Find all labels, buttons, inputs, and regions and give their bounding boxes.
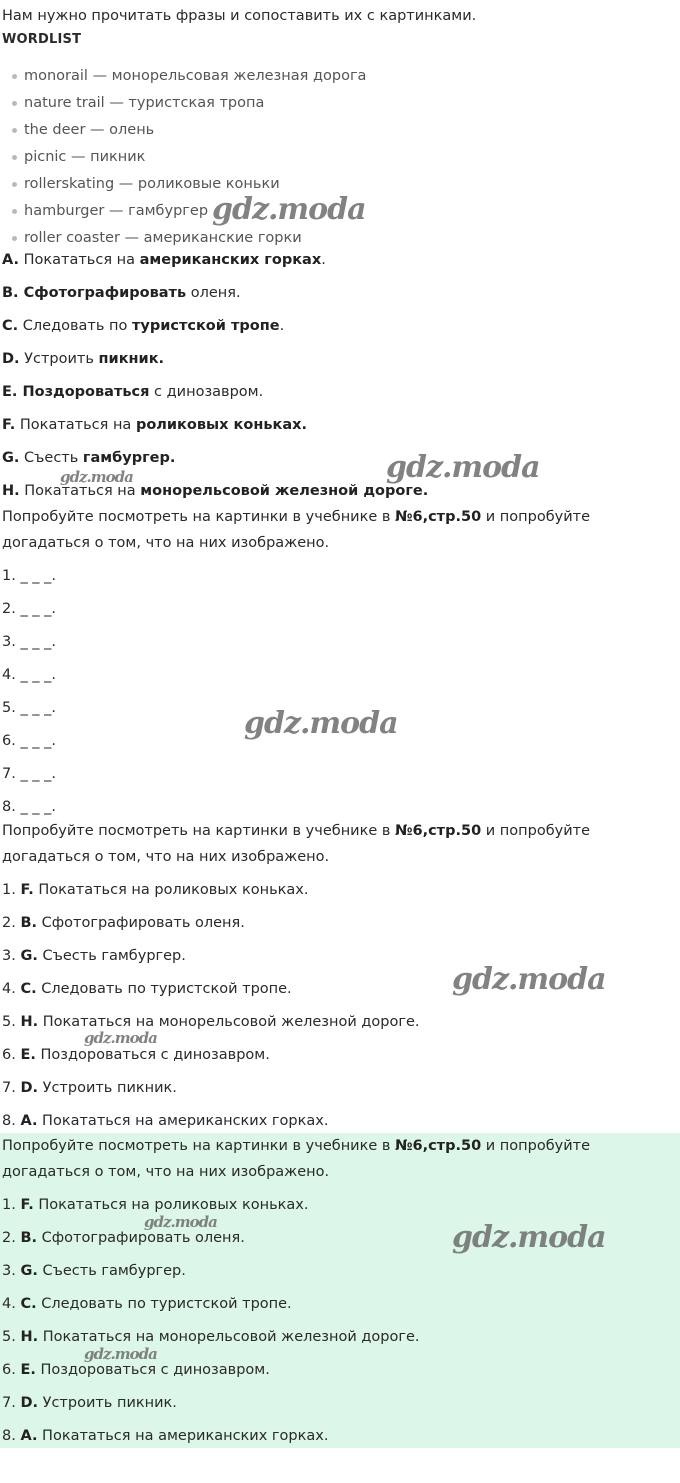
phrase-b: B. Сфотографировать оленя. (2, 285, 241, 301)
bullet-icon (12, 128, 17, 133)
answer-item: 5. H. Покататься на монорельсовой железной дороге. (2, 1014, 420, 1030)
answer-item: 2. B. Сфотографировать оленя. (2, 915, 245, 931)
answer-item: 1. F. Покататься на роликовых коньках. (2, 1197, 309, 1213)
phrase-c: C. Следовать по туристской тропе. (2, 318, 285, 334)
answer-item: 4. C. Следовать по туристской тропе. (2, 1296, 292, 1312)
intro-text: Нам нужно прочитать фразы и сопоставить их с картинками. (2, 8, 477, 24)
bullet-icon (12, 182, 17, 187)
answer-item: 8. A. Покататься на американских горках. (2, 1113, 329, 1129)
wordlist-item: rollerskating — роликовые коньки (12, 174, 280, 194)
answer-item: 8. A. Покататься на американских горках. (2, 1428, 329, 1444)
phrase-a: A. Покататься на американских горках. (2, 252, 326, 268)
blank-item: 1. _ _ _. (2, 568, 57, 584)
wordlist-item: the deer — олень (12, 120, 154, 140)
hint-text: Попробуйте посмотреть на картинки в учебнике в №6,стр.50 и попробуйте догадаться о том, что на них изображено. (2, 823, 591, 865)
answer-item: 3. G. Съесть гамбургер. (2, 1263, 186, 1279)
bullet-icon (12, 155, 17, 160)
blank-item: 5. _ _ _. (2, 700, 57, 716)
answer-item: 4. C. Следовать по туристской тропе. (2, 981, 292, 997)
answer-item: 5. H. Покататься на монорельсовой железной дороге. (2, 1329, 420, 1345)
answer-item: 6. E. Поздороваться с динозавром. (2, 1047, 270, 1063)
watermark-logo: gdz.moda (60, 468, 133, 486)
bullet-icon (12, 209, 17, 214)
wordlist-item: monorail — монорельсовая железная дорога (12, 66, 366, 86)
phrase-h: H. Покататься на монорельсовой железной дороге. (2, 483, 429, 499)
wordlist-title: WORDLIST (2, 32, 82, 47)
watermark-logo: gdz.moda (84, 1345, 157, 1363)
answer-item: 6. E. Поздороваться с динозавром. (2, 1362, 270, 1378)
bullet-icon (12, 236, 17, 241)
answer-item: 1. F. Покататься на роликовых коньках. (2, 882, 309, 898)
watermark-logo: gdz.moda (452, 962, 606, 997)
hint-text: Попробуйте посмотреть на картинки в учебнике в №6,стр.50 и попробуйте догадаться о том, что на них изображено. (2, 509, 591, 551)
blank-item: 8. _ _ _. (2, 799, 57, 815)
wordlist-item: roller coaster — американские горки (12, 228, 302, 248)
watermark-logo: gdz.moda (212, 192, 366, 227)
blank-item: 2. _ _ _. (2, 601, 57, 617)
answer-item: 3. G. Съесть гамбургер. (2, 948, 186, 964)
phrase-f: F. Покататься на роликовых коньках. (2, 417, 308, 433)
wordlist-item: picnic — пикник (12, 147, 145, 167)
answer-item: 2. B. Сфотографировать оленя. (2, 1230, 245, 1246)
blank-item: 7. _ _ _. (2, 766, 57, 782)
blank-item: 4. _ _ _. (2, 667, 57, 683)
blank-item: 6. _ _ _. (2, 733, 57, 749)
watermark-logo: gdz.moda (452, 1220, 606, 1255)
blank-item: 3. _ _ _. (2, 634, 57, 650)
bullet-icon (12, 101, 17, 106)
bullet-icon (12, 74, 17, 79)
watermark-logo: gdz.moda (84, 1029, 157, 1047)
answer-item: 7. D. Устроить пикник. (2, 1080, 177, 1096)
phrase-e: E. Поздороваться с динозавром. (2, 384, 264, 400)
phrase-d: D. Устроить пикник. (2, 351, 165, 367)
wordlist-item: hamburger — гамбургер (12, 201, 208, 221)
watermark-logo: gdz.moda (144, 1213, 217, 1231)
watermark-logo: gdz.moda (244, 706, 398, 741)
phrase-g: G. Съесть гамбургер. (2, 450, 176, 466)
watermark-logo: gdz.moda (386, 450, 540, 485)
wordlist-item: nature trail — туристская тропа (12, 93, 264, 113)
answer-item: 7. D. Устроить пикник. (2, 1395, 177, 1411)
hint-text: Попробуйте посмотреть на картинки в учебнике в №6,стр.50 и попробуйте догадаться о том, что на них изображено. (2, 1138, 591, 1180)
